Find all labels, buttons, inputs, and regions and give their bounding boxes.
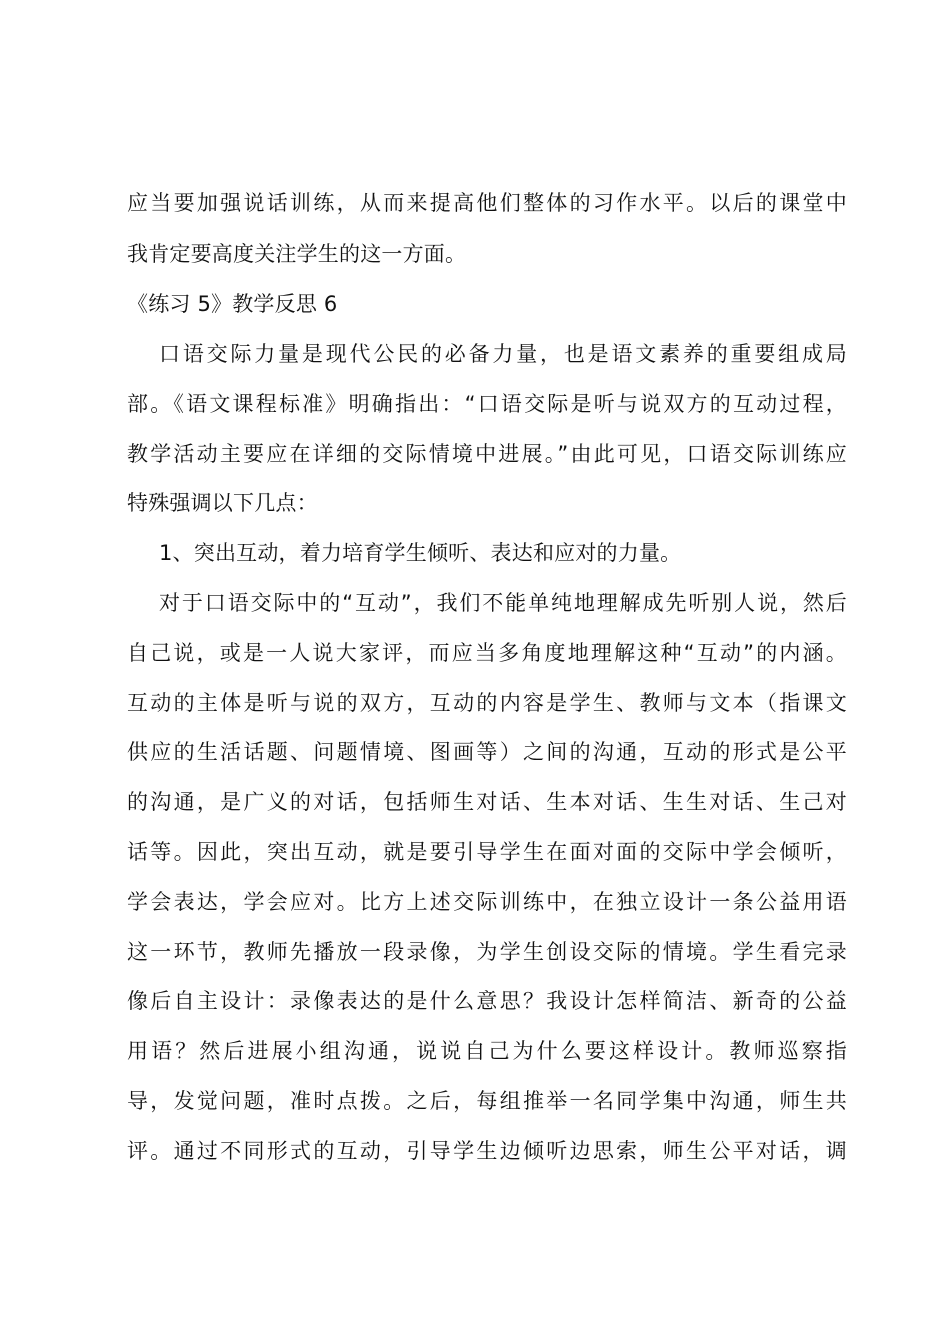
paragraph-line: 我肯定要高度关注学生的这一方面。	[127, 242, 467, 266]
paragraph-line: 口语交际力量是现代公民的必备力量，也是语文素养的重要组成局	[159, 342, 847, 366]
paragraph-line: 供应的生活话题、问题情境、图画等）之间的沟通，互动的形式是公平	[127, 740, 847, 764]
numbered-point: 1、突出互动，着力培育学生倾听、表达和应对的力量。	[159, 541, 682, 565]
paragraph-line: 部。《语文课程标准》明确指出：“口语交际是听与说双方的互动过程，	[127, 392, 847, 416]
paragraph-line: 互动的主体是听与说的双方，互动的内容是学生、教师与文本（指课文	[127, 691, 847, 715]
paragraph-line: 教学活动主要应在详细的交际情境中进展。”由此可见，口语交际训练应	[127, 442, 847, 466]
paragraph-line: 的沟通，是广义的对话，包括师生对话、生本对话、生生对话、生己对	[127, 790, 847, 814]
paragraph-line: 应当要加强说话训练，从而来提高他们整体的习作水平。以后的课堂中	[127, 191, 847, 215]
section-heading: 《练习 5》教学反思 6	[127, 292, 338, 316]
paragraph-line: 话等。因此，突出互动，就是要引导学生在面对面的交际中学会倾听，	[127, 840, 847, 864]
paragraph-line: 特殊强调以下几点：	[127, 491, 318, 515]
paragraph-line: 自己说，或是一人说大家评，而应当多角度地理解这种“互动”的内涵。	[127, 641, 847, 665]
paragraph-line: 评。通过不同形式的互动，引导学生边倾听边思索，师生公平对话，调	[127, 1139, 847, 1163]
paragraph-line: 用语？然后进展小组沟通，说说自己为什么要这样设计。教师巡察指	[127, 1039, 847, 1063]
paragraph-line: 导，发觉问题，准时点拨。之后，每组推举一名同学集中沟通，师生共	[127, 1089, 847, 1113]
paragraph-line: 这一环节，教师先播放一段录像，为学生创设交际的情境。学生看完录	[127, 940, 847, 964]
paragraph-line: 学会表达，学会应对。比方上述交际训练中，在独立设计一条公益用语	[127, 890, 847, 914]
paragraph-line: 像后自主设计：录像表达的是什么意思？我设计怎样简洁、新奇的公益	[127, 989, 847, 1013]
paragraph-line: 对于口语交际中的“互动”，我们不能单纯地理解成先听别人说，然后	[159, 591, 847, 615]
